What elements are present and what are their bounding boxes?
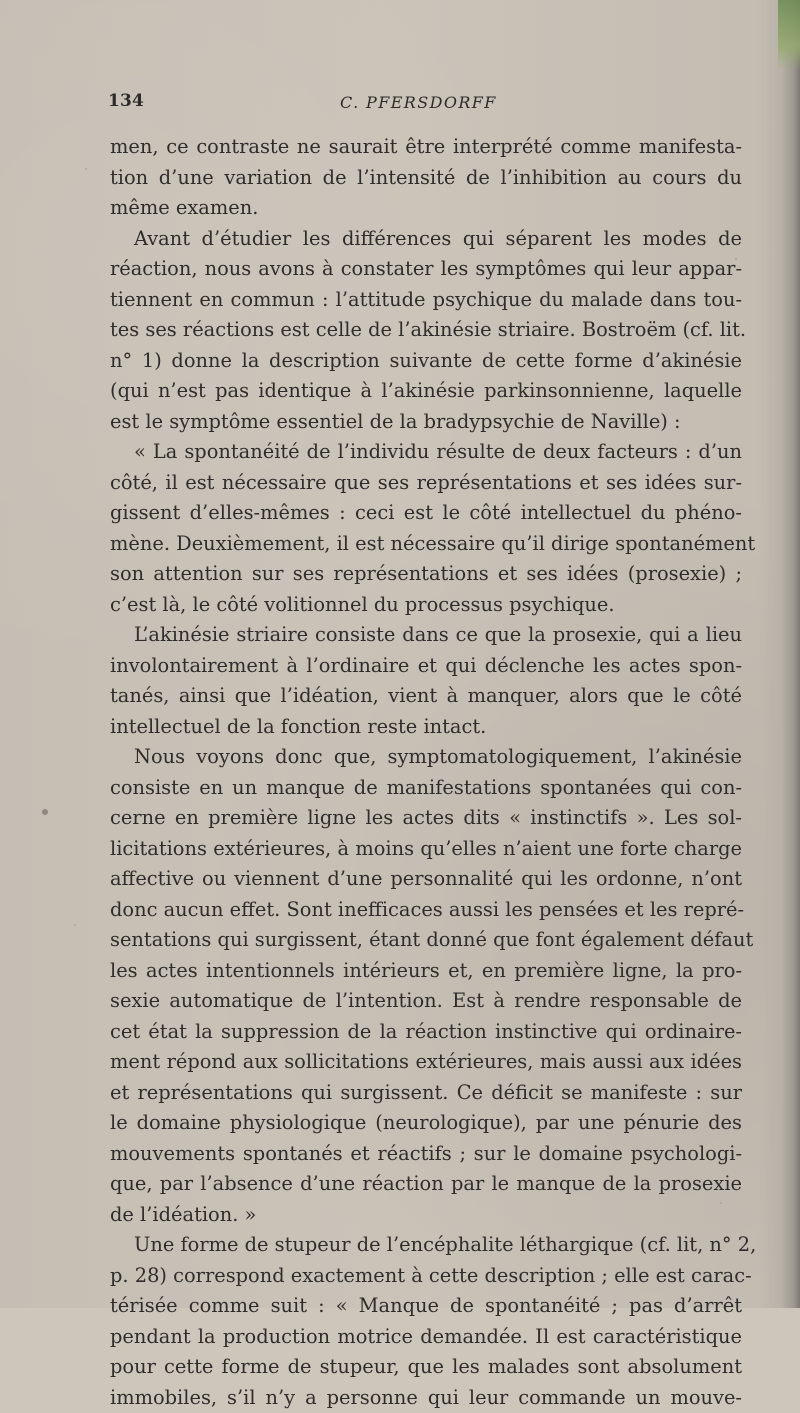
text-line-28: les actes intentionnels intérieurs et, en première ligne, la pro- [110,956,742,987]
text-line-39: térisée comme suit : « Manque de spontanéité ; pas d’arrêt [110,1291,742,1322]
text-line-23: cerne en première ligne les actes dits « instinctifs ». Les sol- [110,803,742,834]
text-line-42: immobiles, s’il n’y a personne qui leur commande un mouve- [110,1383,742,1413]
page-edge-stain [778,0,800,70]
text-line-7: tes ses réactions est celle de l’akinésie striaire. Bostroëm (cf. lit. [110,315,742,346]
text-line-33: le domaine physiologique (neurologique), par une pénurie des [110,1108,742,1139]
text-line-3: même examen. [110,193,742,224]
text-line-17: L’akinésie striaire consiste dans ce que la prosexie, qui a lieu [110,620,742,651]
body-text [110,132,742,1413]
ink-spot [42,809,48,815]
paper-speck [735,258,737,260]
text-line-32: et représentations qui surgissent. Ce déficit se manifeste : sur [110,1078,742,1109]
text-line-36: de l’idéation. » [110,1200,742,1231]
text-line-29: sexie automatique de l’intention. Est à rendre responsable de [110,986,742,1017]
text-line-15: son attention sur ses représentations et ses idées (prosexie) ; [110,559,742,590]
text-line-40: pendant la production motrice demandée. Il est caractéristique [110,1322,742,1353]
text-line-5: réaction, nous avons à constater les symptômes qui leur appar- [110,254,742,285]
page-header [108,91,728,121]
text-line-38: p. 28) correspond exactement à cette description ; elle est carac- [110,1261,742,1292]
text-line-34: mouvements spontanés et réactifs ; sur le domaine psychologi- [110,1139,742,1170]
text-line-20: intellectuel de la fonction reste intact. [110,712,742,743]
page-edge-shadow [758,0,800,1308]
text-line-9: (qui n’est pas identique à l’akinésie parkinsonnienne, laquelle [110,376,742,407]
text-line-25: affective ou viennent d’une personnalité qui les ordonne, n’ont [110,864,742,895]
paper-speck [85,168,87,170]
page-number: 134 [108,91,144,111]
text-line-30: cet état la suppression de la réaction instinctive qui ordinaire- [110,1017,742,1048]
text-line-10: est le symptôme essentiel de la bradypsychie de Naville) : [110,407,742,438]
text-line-27: sentations qui surgissent, étant donné que font également défaut [110,925,742,956]
text-line-11: « La spontanéité de l’individu résulte de deux facteurs : d’un [110,437,742,468]
text-line-41: pour cette forme de stupeur, que les malades sont absolument [110,1352,742,1383]
text-line-31: ment répond aux sollicitations extérieures, mais aussi aux idées [110,1047,742,1078]
text-line-8: n° 1) donne la description suivante de cette forme d’akinésie [110,346,742,377]
text-line-12: côté, il est nécessaire que ses représentations et ses idées sur- [110,468,742,499]
text-line-26: donc aucun effet. Sont inefficaces aussi les pensées et les repré- [110,895,742,926]
text-line-21: Nous voyons donc que, symptomatologiquement, l’akinésie [110,742,742,773]
text-line-16: c’est là, le côté volitionnel du processus psychique. [110,590,742,621]
paper-speck [74,924,76,926]
text-line-4: Avant d’étudier les différences qui séparent les modes de [110,224,742,255]
text-line-37: Une forme de stupeur de l’encéphalite léthargique (cf. lit, n° 2, [110,1230,742,1261]
text-line-35: que, par l’absence d’une réaction par le manque de la prosexie [110,1169,742,1200]
text-line-24: licitations extérieures, à moins qu’elles n’aient une forte charge [110,834,742,865]
text-line-1: men, ce contraste ne saurait être interprété comme manifesta- [110,132,742,163]
text-line-13: gissent d’elles-mêmes : ceci est le côté intellectuel du phéno- [110,498,742,529]
text-line-2: tion d’une variation de l’intensité de l’inhibition au cours du [110,163,742,194]
running-head: C. PFERSDORFF [340,93,497,112]
text-line-18: involontairement à l’ordinaire et qui déclenche les actes spon- [110,651,742,682]
text-line-19: tanés, ainsi que l’idéation, vient à manquer, alors que le côté [110,681,742,712]
text-line-22: consiste en un manque de manifestations spontanées qui con- [110,773,742,804]
text-line-6: tiennent en commun : l’attitude psychique du malade dans tou- [110,285,742,316]
paper-speck [720,1202,722,1204]
text-line-14: mène. Deuxièmement, il est nécessaire qu’il dirige spontanément [110,529,742,560]
